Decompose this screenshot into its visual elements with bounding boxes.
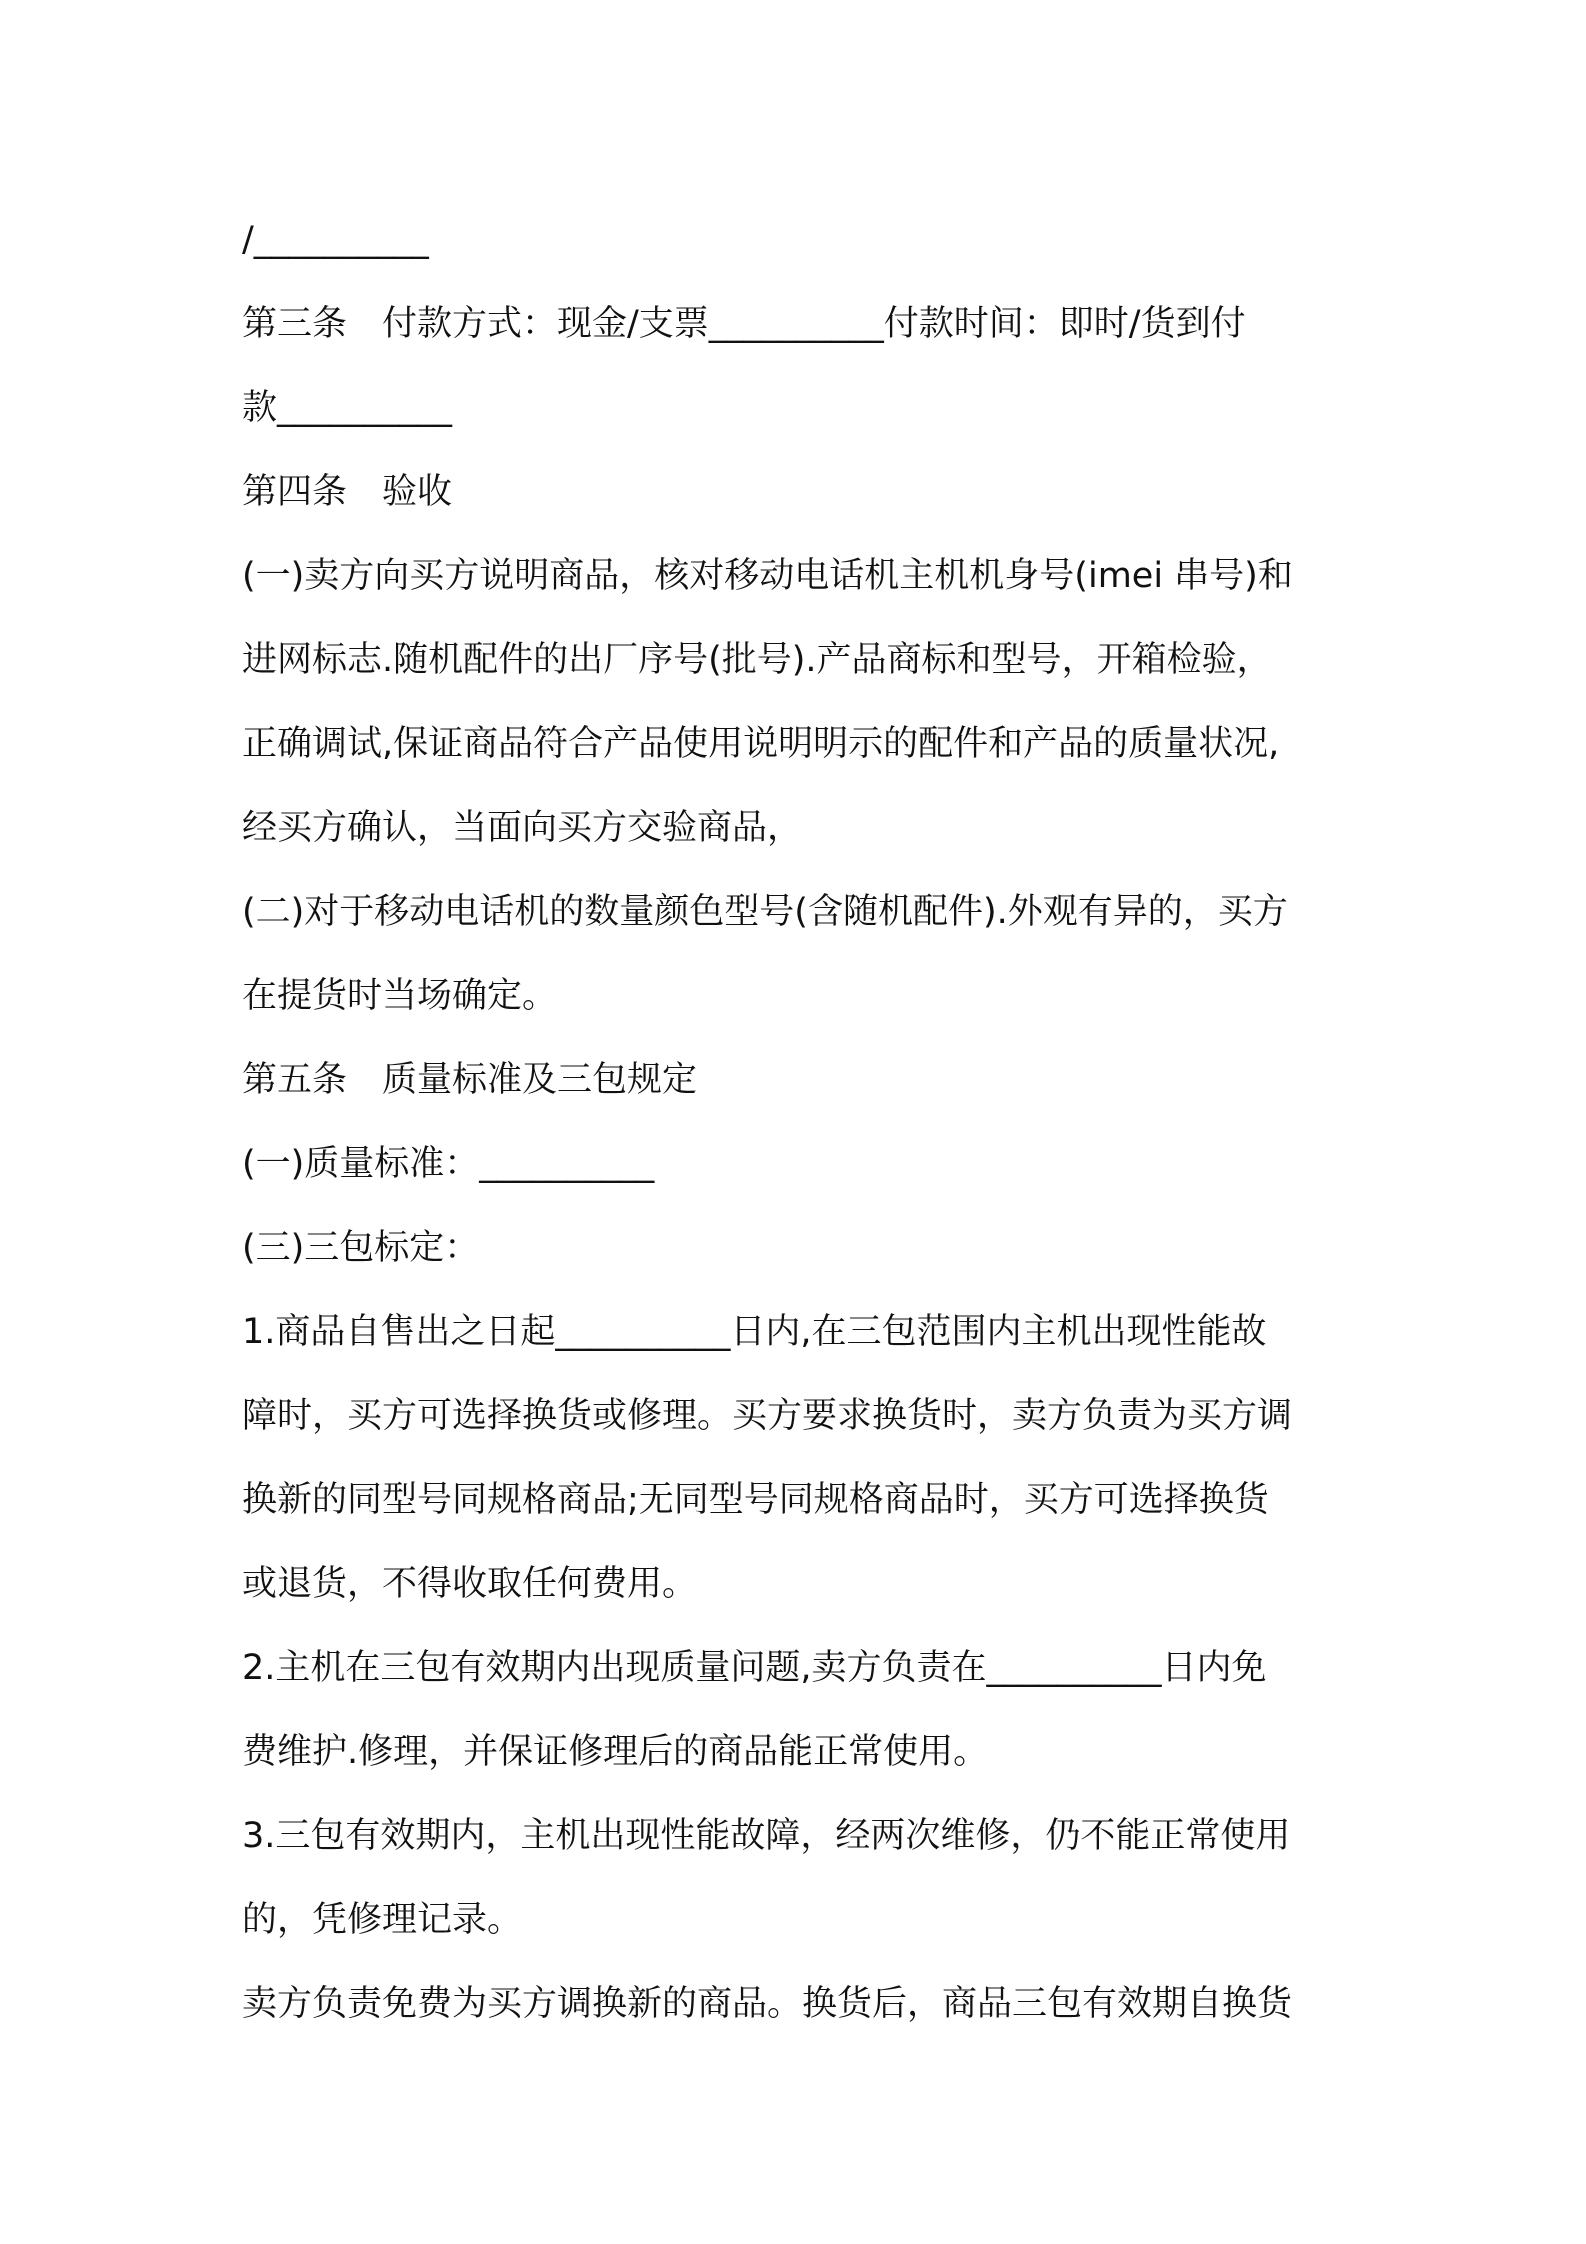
text-line: (一)质量标准：__________ <box>242 1144 655 1184</box>
text-line: 卖方负责免费为买方调换新的商品。换货后，商品三包有效期自换货 <box>242 1984 1293 2024</box>
text-line: 障时，买方可选择换货或修理。买方要求换货时，卖方负责为买方调 <box>242 1396 1293 1436</box>
article-5-heading: 第五条 质量标准及三包规定 <box>242 1060 698 1100</box>
text-line: 在提货时当场确定。 <box>242 976 558 1016</box>
document-body <box>242 198 1362 2046</box>
text-line: 进网标志.随机配件的出厂序号(批号).产品商标和型号，开箱检验， <box>242 640 1272 680</box>
text-line: 或退货，不得收取任何费用。 <box>242 1564 698 1604</box>
text-line: 3.三包有效期内，主机出现性能故障，经两次维修，仍不能正常使用 <box>242 1816 1291 1856</box>
text-line: 换新的同型号同规格商品;无同型号同规格商品时，买方可选择换货 <box>242 1480 1269 1520</box>
text-line: 2.主机在三包有效期内出现质量问题,卖方负责在__________日内免 <box>242 1648 1267 1688</box>
text-line: 款__________ <box>242 388 453 428</box>
text-line: (二)对于移动电话机的数量颜色型号(含随机配件).外观有异的，买方 <box>242 892 1288 932</box>
text-line: 的，凭修理记录。 <box>242 1900 523 1940</box>
text-line: (一)卖方向买方说明商品，核对移动电话机主机机身号(imei 串号)和 <box>242 556 1293 596</box>
article-4-heading: 第四条 验收 <box>242 472 453 512</box>
text-line: 费维护.修理，并保证修理后的商品能正常使用。 <box>242 1732 989 1772</box>
text-line: /__________ <box>242 220 429 260</box>
text-line: 经买方确认，当面向买方交验商品， <box>242 808 803 848</box>
text-line: 正确调试,保证商品符合产品使用说明明示的配件和产品的质量状况, <box>242 724 1280 764</box>
text-line: 1.商品自售出之日起__________日内,在三包范围内主机出现性能故 <box>242 1312 1267 1352</box>
text-line: (三)三包标定： <box>242 1228 480 1268</box>
article-3-payment-line: 第三条 付款方式：现金/支票__________付款时间：即时/货到付 <box>242 304 1246 344</box>
